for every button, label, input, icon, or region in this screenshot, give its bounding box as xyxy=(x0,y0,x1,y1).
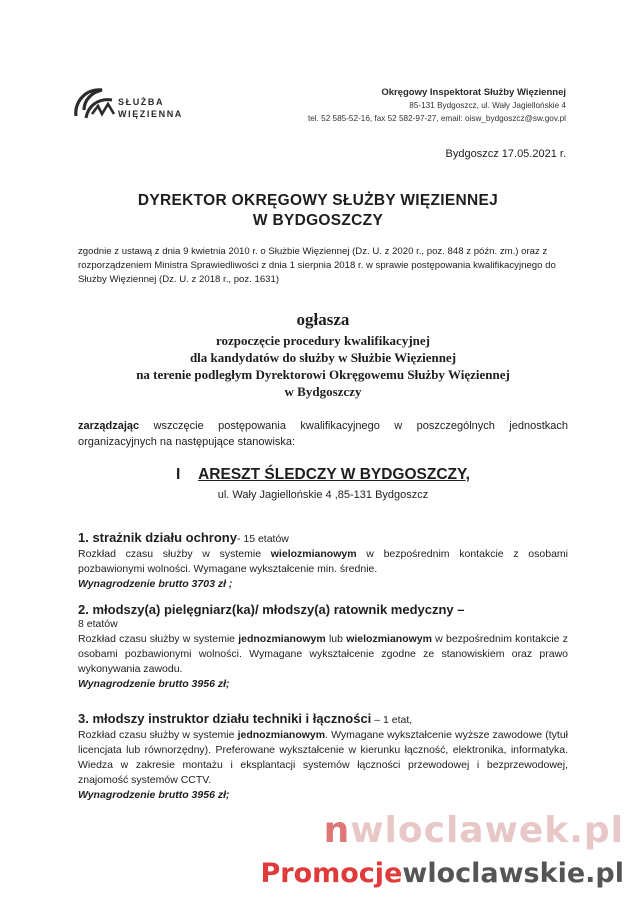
desc-text: w bezpośrednim kontakcie z osobami pozbawionymi wolności. Wymagane wykształcenie zgodne ze stanowiskiem oraz prawo wykonywania zawodu. xyxy=(78,633,568,675)
desc-bold: jednozmianowym xyxy=(238,633,326,645)
position-salary: Wynagrodzenie brutto 3703 zł ; xyxy=(78,578,233,590)
intro-lead: zarządzając xyxy=(78,420,140,432)
document-title xyxy=(80,191,556,231)
legal-basis: zgodnie z ustawą z dnia 9 kwietnia 2010 r. o Służbie Więziennej (Dz. U. z 2020 r., poz. 848 z późn. zm.) oraz z rozporządzeniem Ministra Sprawiedliwości z dnia 1 sierpnia 2018 r. w sprawie postępowania kwalifikacyjnego do Służby Więziennej (Dz. U. z 2018 r., poz. 1631) xyxy=(78,246,556,285)
institution-contact: tel. 52 585-52-16, fax 52 582-97-27, email: oisw_bydgoszcz@sw.gov.pl xyxy=(307,114,566,123)
intro-rest: wszczęcie postępowania kwalifikacyjnego w poszczególnych jednostkach organizacyjnych na następujące stanowiska: xyxy=(78,420,568,448)
position-title: 3. młodszy instruktor działu techniki i łączności xyxy=(78,711,372,726)
watermark-promocje xyxy=(260,858,624,889)
desc-bold: jednozmianowym xyxy=(237,729,326,741)
announcement-verb: ogłasza xyxy=(296,310,350,329)
position-description xyxy=(78,728,568,788)
unit-title xyxy=(78,466,568,484)
position-count: 8 etatów xyxy=(78,618,118,630)
announcement-line3: na terenie podległym Dyrektorowi Okręgowemu Służby Więziennej xyxy=(136,367,510,382)
desc-text: Rozkład czasu służby w systemie xyxy=(78,548,271,560)
position-description xyxy=(78,632,568,677)
institution-name: Okręgowy Inspektorat Służby Więziennej xyxy=(381,87,566,98)
position-description xyxy=(78,547,568,577)
desc-text: lub xyxy=(325,633,347,645)
document-date: Bydgoszcz 17.05.2021 r. xyxy=(445,148,566,160)
position-title: 2. młodszy(a) pielęgniarz(ka)/ młodszy(a) ratownik medyczny – xyxy=(78,602,465,617)
watermark-accent: n xyxy=(323,810,351,851)
title-line1: DYREKTOR OKRĘGOWY SŁUŻBY WIĘZIENNEJ xyxy=(137,192,499,209)
desc-bold: wielozmianowym xyxy=(346,633,432,645)
desc-bold: wielozmianowym xyxy=(270,548,357,560)
watermark-text: wloclawskie.pl xyxy=(402,858,624,889)
logo-line1: SŁUŻBA xyxy=(118,97,165,107)
unit-name: ARESZT ŚLEDCZY W BYDGOSZCZY, xyxy=(198,466,470,483)
watermark-nwloclawek xyxy=(324,810,624,851)
unit-address: ul. Wały Jagiellońskie 4 ,85-131 Bydgoszcz xyxy=(217,489,429,501)
title-line2: W BYDGOSZCZY xyxy=(252,212,384,229)
unit-number: I xyxy=(176,466,181,483)
desc-text: w bezpośrednim kontakcie z osobami pozbawionymi wolności. Wymagane wykształcenie min. średnie. xyxy=(78,548,568,575)
announcement-line4: w Bydgoszczy xyxy=(284,384,362,399)
announcement-line2: dla kandydatów do służby w Służbie Więziennej xyxy=(189,350,457,365)
sw-swirl-logo-icon xyxy=(72,84,118,128)
intro-paragraph xyxy=(78,418,568,450)
desc-text: Rozkład czasu służby w systemie xyxy=(78,729,238,741)
institution-header xyxy=(308,86,566,125)
position-title: 1. strażnik działu ochrony xyxy=(78,530,237,545)
institution-address: 85-131 Bydgoszcz, ul. Wały Jagiellońskie 4 xyxy=(409,101,566,110)
logo-line2: WIĘZIENNA xyxy=(118,109,183,119)
position-count: - 15 etatów xyxy=(236,533,289,545)
position-salary: Wynagrodzenie brutto 3956 zł; xyxy=(78,789,230,801)
desc-text: . Wymagane wykształcenie wyższe zawodowe (tytuł licencjata lub równorzędny). Preferowane wykształcenie w kierunku łączność, elektronika, informatyka. Wiedza w zakresie montażu i eksplantacji systemów łączności przewodowej i bezprzewodowej, znajomość systemów CCTV. xyxy=(78,729,568,786)
position-salary: Wynagrodzenie brutto 3956 zł; xyxy=(78,678,230,690)
position-item xyxy=(78,530,568,592)
watermark-text: wloclawek.pl xyxy=(350,810,624,851)
announcement-text xyxy=(78,332,568,400)
position-item xyxy=(78,602,568,692)
position-count: – 1 etat, xyxy=(371,714,413,726)
desc-text: Rozkład czasu służby w systemie xyxy=(78,633,239,645)
watermark-accent: Promocje xyxy=(260,858,403,889)
logo-text xyxy=(118,96,183,120)
unit-section xyxy=(78,466,568,501)
sluzba-wiezienna-logo xyxy=(72,84,202,128)
position-item xyxy=(78,711,568,803)
announcement-line1: rozpoczęcie procedury kwalifikacyjnej xyxy=(216,333,430,348)
